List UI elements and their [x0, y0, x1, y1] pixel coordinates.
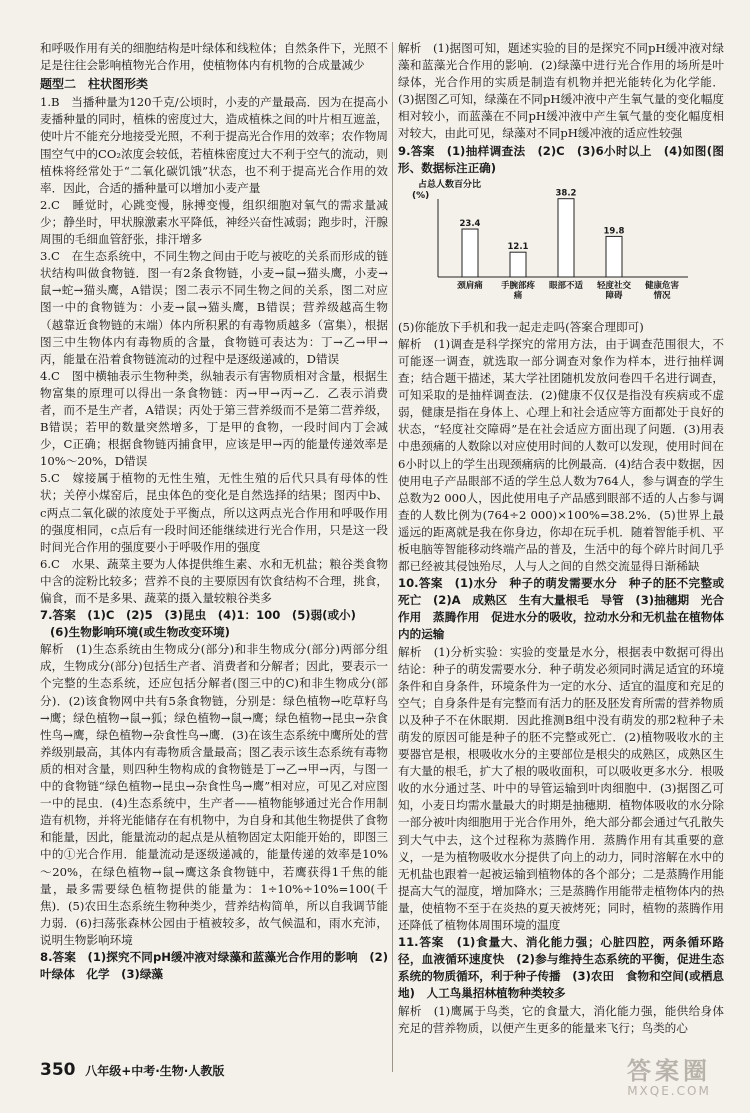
answer-q8: 8.答案 (1)探究不同pH缓冲液对绿藻和蓝藻光合作用的影响 (2)叶绿体 化学 (3)绿藻 — [40, 949, 388, 982]
x-tick-label: 手腕部疼 — [500, 280, 536, 291]
page-number: 350 — [40, 1060, 76, 1080]
chart-bar — [462, 229, 478, 277]
analysis-q10: 解析 (1)分析实验：实验的变量是水分，根据表中数据可得出结论：种子的萌发需要水分．种子萌发必须同时满足适宜的环境条件和自身条件，环境条件为一定的水分、适宜的温度和充足的空气；自身条件是有完整而有活力的胚及胚发育所需的营养物质以及种子不在休眠期．因此推测B组中没有萌发的那2粒种子未萌发的原因可能是种子的胚不完整或死亡．(2)植物吸收水的主要器官是根，根吸收水分的主要部位是根尖的成熟区，成熟区生有大量的根毛，扩大了根的吸收面积，可以吸收更多水分．根吸收的水分通过茎、叶中的导管运输到叶肉细胞中．(3)据图乙可知，小麦日均需水量最大的时期是抽穗期．植物体吸收的水分除一部分被叶肉细胞用于光合作用外，绝大部分都会通过气孔散失到大气中去，这个过程称为蒸腾作用．蒸腾作用有其重要的意义，一是为植物吸收水分提供了向上的动力，同时溶解在水中的无机盐也跟着一起被运输到植物体的各个部分；二是蒸腾作用能提高大气的湿度，增加降水；三是蒸腾作用能带走植物体内的热量，使植物不至于在炎热的夏天被烤死；同时，植物的蒸腾作用还降低了植物体周围环境的温度 — [398, 644, 724, 933]
x-tick-label: 轻度社交 — [596, 280, 632, 291]
book-title: 八年级+中考·生物·人教版 — [85, 1064, 225, 1078]
answer-q6: 6.C 水果、蔬菜主要为人体提供维生素、水和无机盐；粮谷类食物中含的淀粉比较多；营养不良的主要原因有饮食结构不合理，挑食，偏食，而不是多果、蔬菜的摄入量较粮谷类多 — [40, 556, 388, 605]
intro-paragraph: 和呼吸作用有关的细胞结构是叶绿体和线粒体；自然条件下，光照不足是往往会影响植物光合作用，使植物体内有机物的合成量减少 — [40, 41, 388, 73]
watermark-text-cn: 答案圈 — [627, 1057, 711, 1085]
chart-data-label: 38.2 — [555, 188, 577, 199]
analysis-q9: 解析 (1)调查是科学探究的常用方法，由于调查范围很大，不可能逐一调查，就选取一部分调查对象作为样本，进行抽样调查；结合题干描述，某大学社团随机发放问卷四千名进行调查，可知采取的是抽样调查法．(2)健康不仅仅是指没有疾病或不虚弱，健康是指在身体上、心理上和社会适应等方面都处于良好的状态，“轻度社交障碍”是在社会适应方面出现了问题．(3)用表中患颈痛的人数除以对应使用时间的人数可以发现，使用时间在6小时以上的学生出现颈痛病的比例最高．(4)结合表中数据，因使用电子产品眼部不适的学生总人数为764人，参与调查的学生总数为2 000人，因此使用电子产品感到眼部不适的人占参与调查的人数比例为(764÷2 000)×100%=38.2%．(5)世界上最遥远的距离就是我在你身边，你却在玩手机．随着智能手机、平板电脑等智能移动终端产品的普及，生活中的每个碎片时间几乎都已经被其侵蚀殆尽，人与人之间的自然交流显得日渐稀缺 — [398, 336, 724, 574]
analysis-q11: 解析 (1)鹰属于鸟类，它的食量大，消化能力强，能供给身体充足的营养物质，以便产生更多的能量来飞行；鸟类的心 — [398, 1003, 724, 1035]
chart-bar — [510, 252, 526, 277]
x-tick-label: 颈肩痛 — [457, 280, 483, 291]
answer-q9-part5: (5)你能放下手机和我一起走走吗(答案合理即可) — [398, 319, 644, 334]
x-tick-label: 障碍 — [605, 290, 623, 301]
answer-q7: 7.答案 (1)C (2)5 (3)昆虫 (4)1：100 (5)弱(或小) — [40, 608, 356, 623]
answer-q11: 11.答案 (1)食量大、消化能力强；心脏四腔，两条循环路径，血液循环速度快 (2)参与维持生态系统的平衡，促进生态系统的物质循环，利于种子传播 (3)农田 食物和空间(或栖息地) 人工鸟巢招林植物种类较多 — [398, 935, 724, 1001]
analysis-q8: 解析 (1)据图可知，题述实验的目的是探究不同pH缓冲液对绿藻和蓝藻光合作用的影响．(2)绿藻中进行光合作用的场所是叶绿体，光合作用的实质是制造有机物并把光能转化为化学能．(3)据图乙可知，绿藻在不同pH缓冲液中产生氧气量的变化幅度相对较小，而蓝藻在不同pH缓冲液中产生氧气量的变化幅度相对较大，由此可见，绿藻对不同pH缓冲液的适应性较强 — [398, 41, 724, 141]
answer-q5: 5.C 嫁接属于植物的无性生殖，无性生殖的后代只具有母体的性状；关停小煤窑后，昆虫体色的变化是自然选择的结果；图丙中b、c两点二氧化碳的浓度处于平衡点，所以这两点光合作用和呼吸作用的强度相同，c点后有一段时间还能继续进行光合作用，只是这一段时间光合作用的强度要小于呼吸作用的强度 — [40, 471, 388, 554]
chart-data-label: 19.8 — [603, 226, 625, 237]
x-tick-label: 眼部不适 — [548, 280, 584, 291]
chart-title: 占总人数百分比 — [418, 179, 482, 190]
x-tick-label: 健康危害 — [644, 280, 680, 291]
chart-bar — [606, 236, 622, 277]
left-column — [40, 40, 388, 983]
chart-title-unit: (%) — [412, 190, 430, 201]
watermark-text-url: MXQE.COM — [627, 1084, 711, 1098]
answer-q10: 10.答案 (1)水分 种子的萌发需要水分 种子的胚不完整或死亡 (2)A 成熟区 生有大量根毛 导管 (3)抽穗期 光合作用 蒸腾作用 促进水分的吸收，拉动水分和无机盐在植物体内的运输 — [398, 576, 724, 642]
chart-data-label: 23.4 — [459, 218, 481, 229]
answer-q9: 9.答案 (1)抽样调查法 (2)C (3)6小时以上 (4)如图(图形、数据标注正确) — [398, 143, 724, 175]
answer-q7-cont: (6)生物影响环境(或生物改变环境) — [50, 625, 230, 640]
analysis-q7: 解析 (1)生态系统由生物成分(部分)和非生物成分(部分)两部分组成，生物成分(部分)包括生产者、消费者和分解者；因此，要表示一个完整的生态系统，还应包括分解者(图三中的C)和非生物成分(部分)．(2)该食物网中共有5条食物链，分别是：绿色植物→吃草籽鸟→鹰；绿色植物→鼠→狐；绿色植物→鼠→鹰；绿色植物→昆虫→杂食性鸟→鹰，绿色植物→杂食性鸟→鹰．(3)在该生态系统中鹰所处的营养级别最高，其体内有毒物质含量最高；图乙表示该生态系统有毒物质的相对含量，则四种生物构成的食物链是丁→乙→甲→丙，与图一中的食物链“绿色植物→昆虫→杂食性鸟→鹰”相对应，可见乙对应图一中的昆虫．(4)生态系统中，生产者——植物能够通过光合作用制造有机物，并将光能储存在有机物中，为自身和其他生物提供了食物和能量，因此，能量流动的起点是从植物固定太阳能开始的，即图三中的①光合作用．能量流动是逐级递减的，能量传递的效率是10%～20%，在绿色植物→鼠→鹰这条食物链中，若鹰获得1千焦的能量，最多需要绿色植物提供的能量为：1÷10%÷10%=100(千焦)．(5)农田生态系统生物种类少，营养结构简单，所以自我调节能力弱．(6)扫荡张森林公园由于植被较多，故气候温和，雨水充沛，说明生物影响环境 — [40, 642, 388, 947]
page-footer — [40, 1062, 224, 1080]
x-tick-label: 痛 — [513, 290, 523, 301]
bar-chart-svg — [398, 177, 698, 317]
chart-data-label: 12.1 — [507, 241, 529, 252]
answer-q3: 3.C 在生态系统中，不同生物之间由于吃与被吃的关系而形成的链状结构叫做食物链．图一有2条食物链，小麦→鼠→猫头鹰，小麦→鼠→蛇→猫头鹰，A错误；图二表示不同生物之间的关系，图二对应图一中的食物链为：小麦→鼠→猫头鹰，B错误；营养级越高生物（越靠近食物链的末端）体内所积累的有毒物质越多（富集），根据图三中生物体内有毒物质的含量，食物链可表达为：丁→乙→甲→丙，能量在沿着食物链流动的过程中是逐级递减的，D错误 — [40, 249, 388, 366]
right-column — [398, 40, 724, 1037]
column-divider — [392, 42, 393, 1072]
chart-bar — [558, 198, 574, 276]
watermark-logo — [608, 1058, 730, 1100]
answer-q1: 1.B 当播种量为120千克/公顷时，小麦的产量最高．因为在提高小麦播种量的同时，植株的密度过大，造成植株之间的叶片相互遮盖，使叶片不能充分地接受光照，不利于提高光合作用的效率；农作物周围空气中的CO₂浓度会较低，若植株密度过大不利于空气的流动，则植株将经常处于“二氧化碳饥饿”状态，也不利于提高光合作用的效率．因此，合适的播种量可以增加小麦产量 — [40, 95, 388, 195]
bar-chart — [398, 177, 724, 317]
x-tick-label: 情况 — [653, 290, 671, 301]
answer-q2: 2.C 睡觉时，心跳变慢，脉搏变慢，组织细胞对氧气的需求量减少；静坐时，甲状腺激素水平降低，神经兴奋性减弱；跑步时，汗腺周围的毛细血管舒张，排汗增多 — [40, 197, 388, 247]
section-title: 题型二 柱状图形类 — [40, 77, 149, 92]
answer-q4: 4.C 图中横轴表示生物种类，纵轴表示有害物质相对含量，根据生物富集的原理可以得出一条食物链：丙→甲→丙→乙．乙表示消费者，而不是生产者，A错误；丙处于第三营养级而不是第二营养级，B错误；若甲的数量突然增多，丁是甲的食物，一段时间内丁会减少，C正确；根据食物链丙捕食甲，应该是甲→丙的能量传递效率是10%～20%，D错误 — [40, 368, 388, 469]
